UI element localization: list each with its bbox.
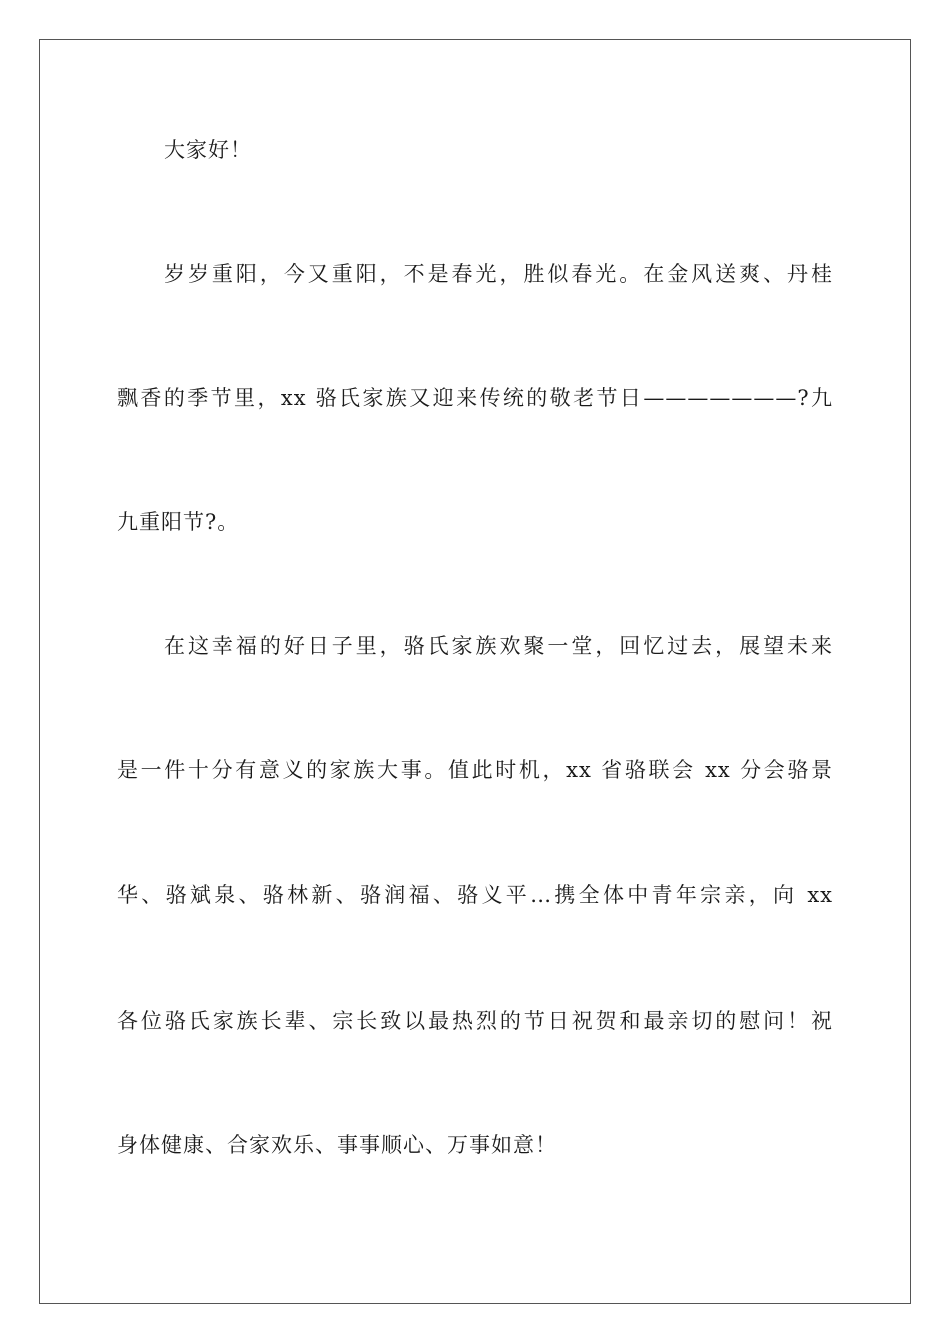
paragraph-2-line-3: 华、骆斌泉、骆林新、骆润福、骆义平…携全体中青年宗亲，向 xx xyxy=(117,883,833,907)
paragraph-2-line-1: 在这幸福的好日子里，骆氏家族欢聚一堂，回忆过去，展望未来 xyxy=(164,634,833,658)
paragraph-1-line-3: 九重阳节?。 xyxy=(117,510,240,534)
paragraph-1-line-2: 飘香的季节里，xx 骆氏家族又迎来传统的敬老节日———————?九 xyxy=(117,386,833,410)
paragraph-2-line-4: 各位骆氏家族长辈、宗长致以最热烈的节日祝贺和最亲切的慰问！祝 xyxy=(117,1009,833,1033)
page-frame xyxy=(39,39,911,1304)
greeting-line: 大家好！ xyxy=(164,138,252,162)
paragraph-1-line-1: 岁岁重阳，今又重阳，不是春光，胜似春光。在金风送爽、丹桂 xyxy=(164,262,833,286)
paragraph-2-line-5: 身体健康、合家欢乐、事事顺心、万事如意！ xyxy=(117,1133,557,1157)
paragraph-2-line-2: 是一件十分有意义的家族大事。值此时机，xx 省骆联会 xx 分会骆景 xyxy=(117,758,833,782)
